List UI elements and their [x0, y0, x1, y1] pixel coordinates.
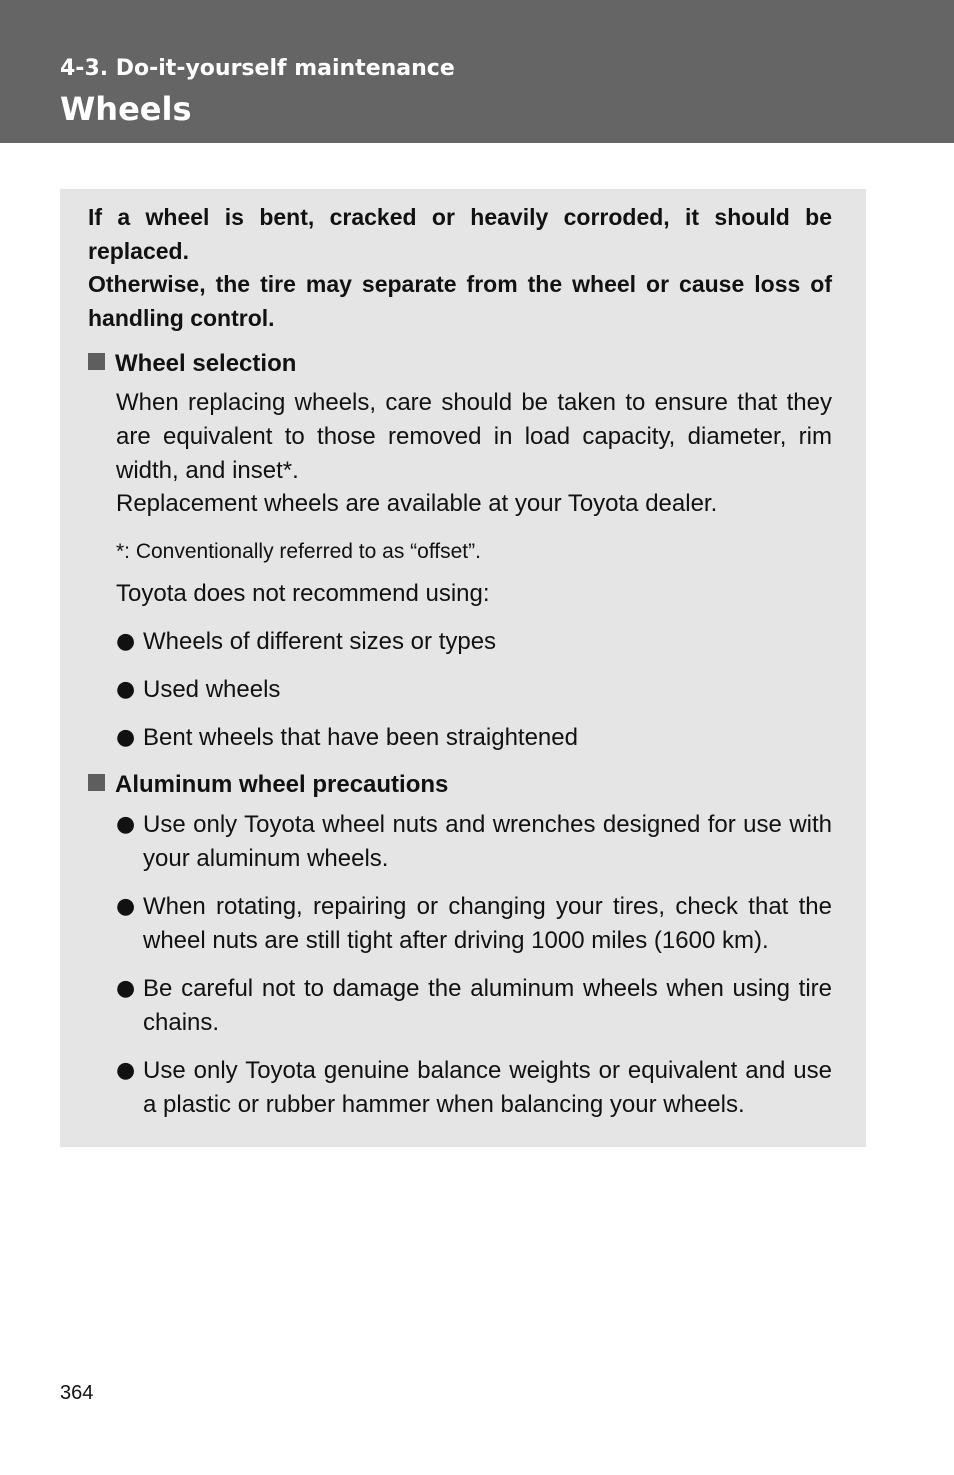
heading-aluminum-wheel-label: Aluminum wheel precautions — [115, 771, 449, 798]
page-header — [0, 0, 954, 143]
list-item-text: When rotating, repairing or changing your tires, check that the wheel nuts are still tight after driving 1000 miles (1600 km). — [143, 893, 832, 954]
list-item — [116, 625, 832, 659]
list-item — [116, 808, 832, 876]
square-bullet-icon — [88, 353, 105, 370]
list-item-text: Bent wheels that have been straightened — [143, 724, 578, 751]
square-bullet-icon — [88, 774, 105, 791]
list-item-text: Use only Toyota genuine balance weights or equivalent and use a plastic or rubber hammer when balancing your wheels. — [143, 1057, 832, 1118]
list-item — [116, 721, 832, 755]
list-item-text: Wheels of different sizes or types — [143, 628, 497, 655]
bullet-dot-icon: ● — [116, 894, 136, 919]
bullet-dot-icon: ● — [116, 677, 136, 702]
heading-aluminum-wheel — [88, 770, 448, 800]
bullet-dot-icon: ● — [116, 976, 136, 1001]
list-item-text: Use only Toyota wheel nuts and wrenches designed for use with your aluminum wheels. — [143, 811, 832, 872]
bullet-dot-icon: ● — [116, 812, 136, 837]
list-item-text: Used wheels — [143, 676, 281, 703]
wheel-selection-paragraph-2: Replacement wheels are available at your Toyota dealer. — [116, 490, 718, 517]
caution-text-1: If a wheel is bent, cracked or heavily corroded, it should be replaced. — [88, 204, 832, 264]
bullet-dot-icon: ● — [116, 1058, 136, 1083]
bullet-dot-icon: ● — [116, 629, 136, 654]
wheel-selection-paragraph-1: When replacing wheels, care should be taken to ensure that they are equivalent to those removed in load capacity, diameter, rim width, and inset*. — [116, 389, 832, 484]
page-number: 364 — [60, 1382, 94, 1404]
heading-wheel-selection — [88, 349, 296, 379]
footnote: *: Conventionally referred to as “offset”. — [116, 540, 481, 563]
page-title: Wheels — [60, 90, 192, 128]
heading-wheel-selection-label: Wheel selection — [115, 350, 297, 377]
bullet-dot-icon: ● — [116, 725, 136, 750]
not-recommend-intro: Toyota does not recommend using: — [116, 580, 490, 607]
list-item — [116, 1054, 832, 1122]
list-item — [116, 972, 832, 1040]
list-item — [116, 673, 832, 707]
list-item — [116, 890, 832, 958]
section-label: 4-3. Do-it-yourself maintenance — [60, 56, 455, 81]
caution-text-2: Otherwise, the tire may separate from the wheel or cause loss of handling control. — [88, 271, 832, 331]
list-item-text: Be careful not to damage the aluminum wheels when using tire chains. — [143, 975, 832, 1036]
